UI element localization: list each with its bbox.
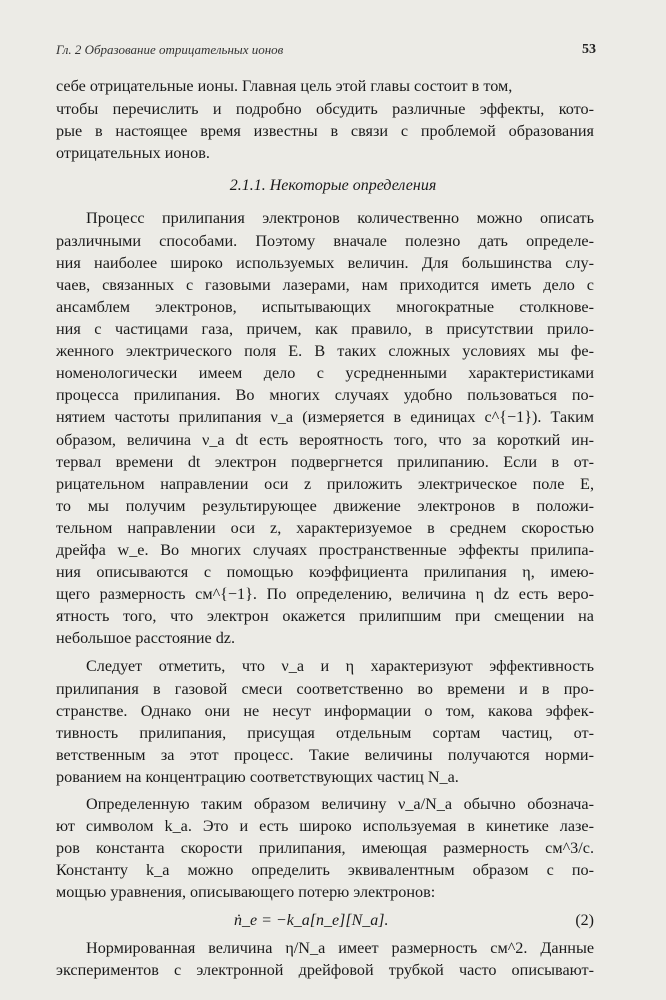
equation-block bbox=[56, 910, 594, 934]
text-line: дрейфа w_e. Во многих случаях пространственные эффекты прилипа- bbox=[56, 541, 594, 559]
text-line: Константу k_a можно определить эквивалентным образом с по- bbox=[56, 861, 594, 879]
text-line: то мы получим результирующее движение электронов в положи- bbox=[56, 497, 594, 515]
text-line: экспериментов с электронной дрейфовой трубкой часто описывают- bbox=[56, 961, 594, 979]
text-line: Определенную таким образом величину ν_a/N_a обычно обознача- bbox=[86, 795, 594, 813]
text-line: ют символом k_a. Это и есть широко используемая в кинетике лазе- bbox=[56, 817, 594, 835]
text-line: ния с частицами газа, причем, как правило, в присутствии прило- bbox=[56, 320, 594, 338]
text-line: образом, величина ν_a dt есть вероятность того, что за короткий ин- bbox=[56, 431, 594, 449]
text-line: ятность того, что электрон окажется прилипшим при смещении на bbox=[56, 607, 594, 625]
text-line: странстве. Однако они не несут информации о том, какова эффек- bbox=[56, 702, 594, 720]
text-line: чтобы перечислить и подробно обсудить различные эффекты, кото- bbox=[56, 100, 594, 118]
text-line: женного электрического поля E. В таких сложных условиях мы фе- bbox=[56, 342, 594, 360]
text-line: тельном направлении оси z, характеризуемое в среднем скоростью bbox=[56, 519, 594, 537]
text-line: рицательном направлении оси z приложить электрическое поле E, bbox=[56, 475, 594, 493]
page-number: 53 bbox=[582, 42, 596, 57]
text-line: щего размерность см^{−1}. По определению, величина η dz есть веро- bbox=[56, 585, 594, 603]
text-line: рованием на концентрацию соответствующих частиц N_a. bbox=[56, 768, 459, 786]
text-line: Процесс прилипания электронов количественно можно описать bbox=[86, 209, 594, 227]
text-line: тервал времени dt электрон подвергнется прилипанию. Если в от- bbox=[56, 453, 594, 471]
text-line: прилипания в газовой смеси соответственно во времени и в про- bbox=[56, 680, 594, 698]
text-line: рые в настоящее время известны в связи с проблемой образования bbox=[56, 122, 594, 140]
text-line: ров константа скорости прилипания, имеющая размерность см^3/с. bbox=[56, 839, 594, 857]
text-line: различными способами. Поэтому вначале полезно дать определе- bbox=[56, 232, 594, 250]
text-line: Следует отметить, что ν_a и η характеризуют эффективность bbox=[86, 657, 594, 675]
text-line: нятием частоты прилипания ν_a (измеряется в единицах с^{−1}). Таким bbox=[56, 408, 594, 426]
text-line: мощью уравнения, описывающего потерю электронов: bbox=[56, 883, 436, 901]
text-line: ветственным за этот процесс. Такие величины получаются норми- bbox=[56, 746, 594, 764]
running-head: Гл. 2 Образование отрицательных ионов bbox=[56, 42, 284, 57]
equation-number: (2) bbox=[575, 912, 594, 929]
text-line: тивность прилипания, присущая отдельным сортам частиц, от- bbox=[56, 724, 594, 742]
text-line: Нормированная величина η/N_a имеет размерность см^2. Данные bbox=[86, 939, 594, 957]
text-line: себе отрицательные ионы. Главная цель этой главы состоит в том, bbox=[56, 77, 513, 95]
equation: ṅ_e = −k_a[n_e][N_a]. bbox=[234, 912, 389, 929]
section-heading: 2.1.1. Некоторые определения bbox=[229, 177, 437, 194]
text-line: процесса прилипания. Во многих случаях удобно пользоваться по- bbox=[56, 386, 594, 404]
text-line: ния наиболее широко используемых величин. Для большинства слу- bbox=[56, 254, 594, 272]
text-line: небольшое расстояние dz. bbox=[56, 629, 236, 647]
text-line: ансамблем электронов, испытывающих многократные столкнове- bbox=[56, 298, 594, 316]
text-line: чаев, связанных с газовыми лазерами, нам приходится иметь дело с bbox=[56, 276, 594, 294]
text-line: отрицательных ионов. bbox=[56, 144, 210, 162]
text-line: ния описываются с помощью коэффициента прилипания η, имею- bbox=[56, 563, 594, 581]
text-line: номенологически имеем дело с усредненными характеристиками bbox=[56, 364, 594, 382]
